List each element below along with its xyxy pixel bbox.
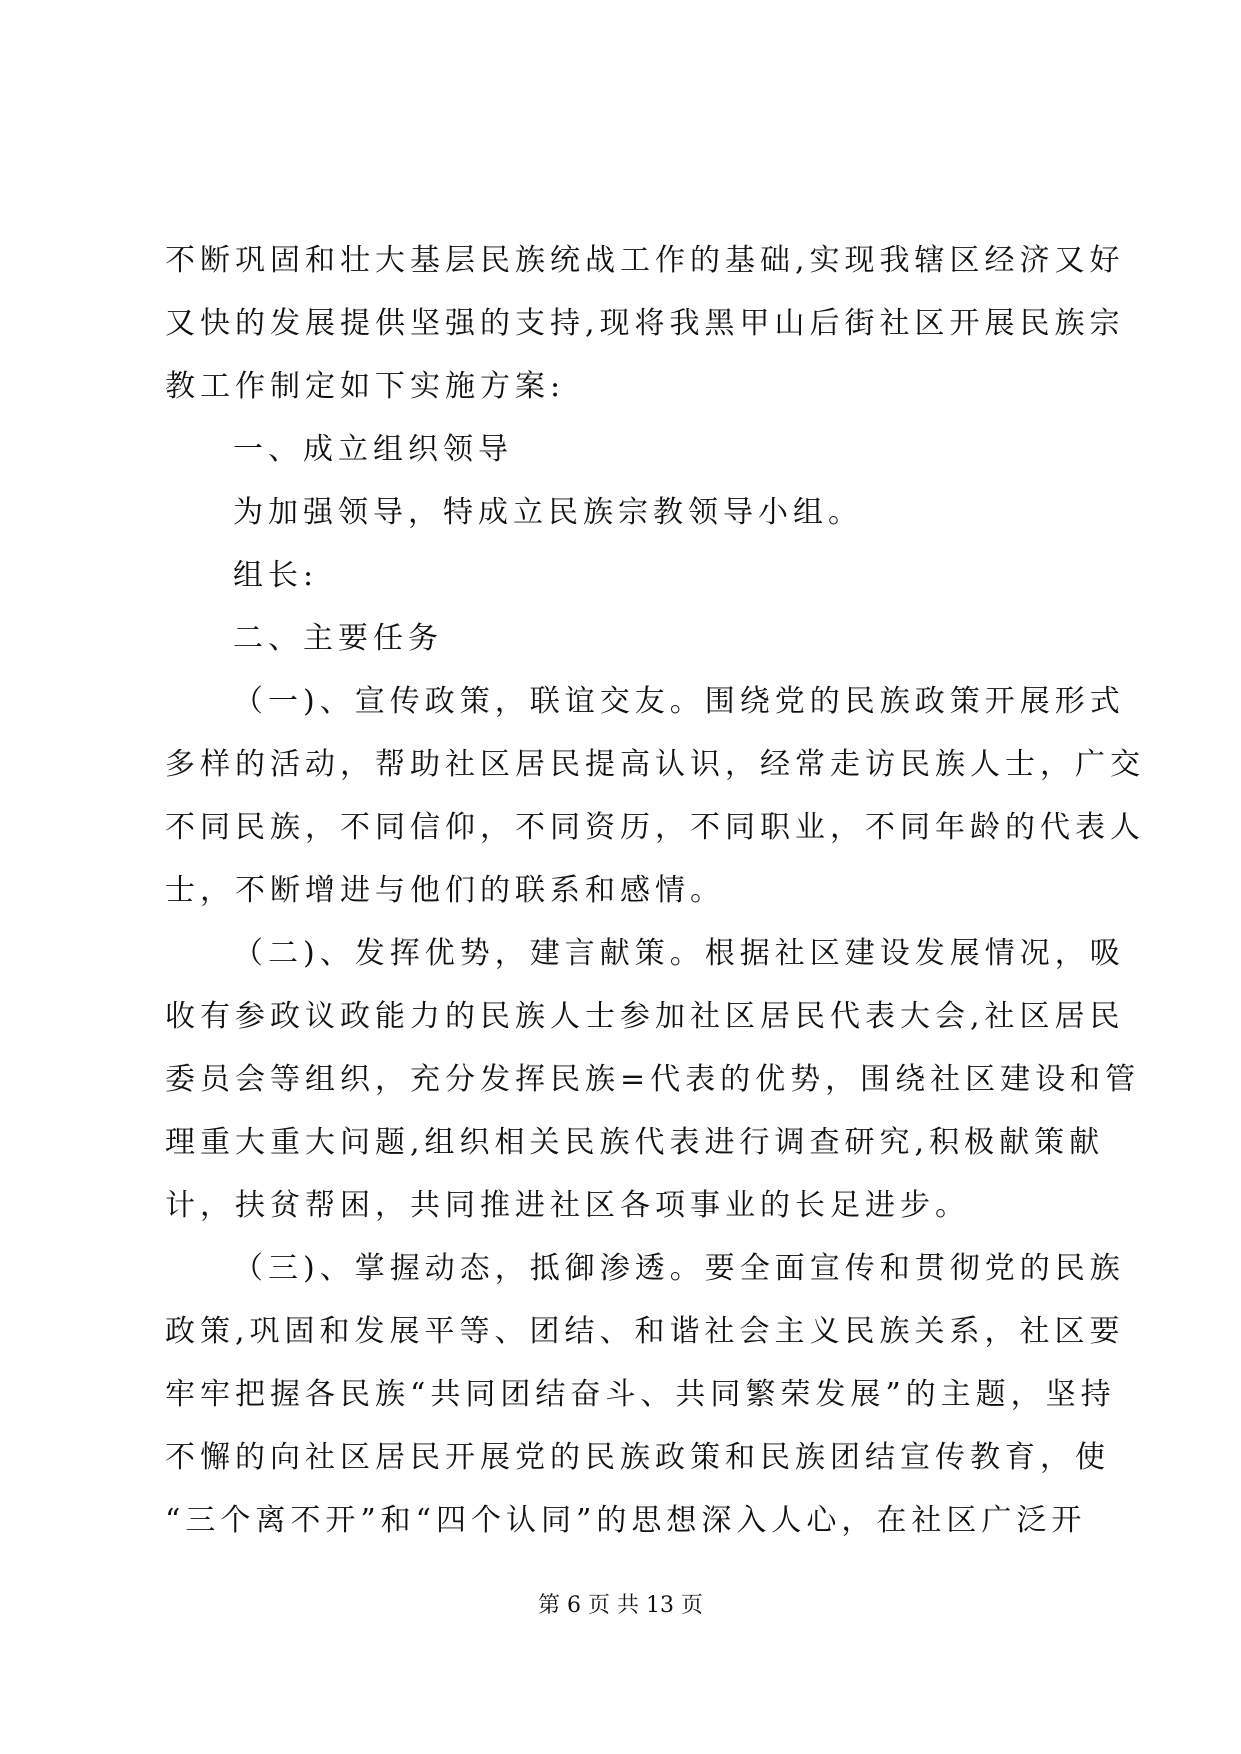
text-line: （二)、发挥优势，建言献策。根据社区建设发展情况，吸 — [233, 936, 1125, 971]
text-line: （一)、宣传政策，联谊交友。围绕党的民族政策开展形式 — [233, 684, 1125, 719]
text-line: 二、主要任务 — [233, 621, 443, 656]
text-line: 教工作制定如下实施方案: — [165, 369, 566, 404]
text-line: （三)、掌握动态，抵御渗透。要全面宣传和贯彻党的民族 — [233, 1251, 1125, 1286]
text-line: 一、成立组织领导 — [233, 432, 513, 467]
text-line: 不懈的向社区居民开展党的民族政策和民族团结宣传教育，使 — [165, 1440, 1110, 1475]
text-line: 牢牢把握各民族“共同团结奋斗、共同繁荣发展”的主题，坚持 — [165, 1377, 1116, 1412]
text-line: 多样的活动，帮助社区居民提高认识，经常走访民族人士，广交 — [165, 747, 1145, 782]
text-line: 为加强领导，特成立民族宗教领导小组。 — [233, 495, 863, 530]
text-line: 计，扶贫帮困，共同推进社区各项事业的长足进步。 — [165, 1188, 970, 1223]
text-line: 理重大重大问题,组织相关民族代表进行调查研究,积极献策献 — [165, 1125, 1105, 1160]
text-line: 不同民族，不同信仰，不同资历，不同职业，不同年龄的代表人 — [165, 810, 1145, 845]
text-line: 士，不断增进与他们的联系和感情。 — [165, 873, 725, 908]
text-line: 委员会等组织，充分发挥民族=代表的优势，围绕社区建设和管 — [165, 1062, 1141, 1097]
document-body — [165, 229, 1145, 1552]
text-line: 收有参政议政能力的民族人士参加社区居民代表大会,社区居民 — [165, 999, 1125, 1034]
text-line: 政策,巩固和发展平等、团结、和谐社会主义民族关系，社区要 — [165, 1314, 1125, 1349]
text-line: “三个离不开”和“四个认同”的思想深入人心，在社区广泛开 — [165, 1503, 1087, 1538]
text-line: 又快的发展提供坚强的支持,现将我黑甲山后街社区开展民族宗 — [165, 306, 1125, 341]
text-line: 组长: — [233, 558, 319, 593]
text-line: 不断巩固和壮大基层民族统战工作的基础,实现我辖区经济又好 — [165, 243, 1125, 278]
page-footer: 第 6 页 共 13 页 — [538, 1593, 703, 1618]
